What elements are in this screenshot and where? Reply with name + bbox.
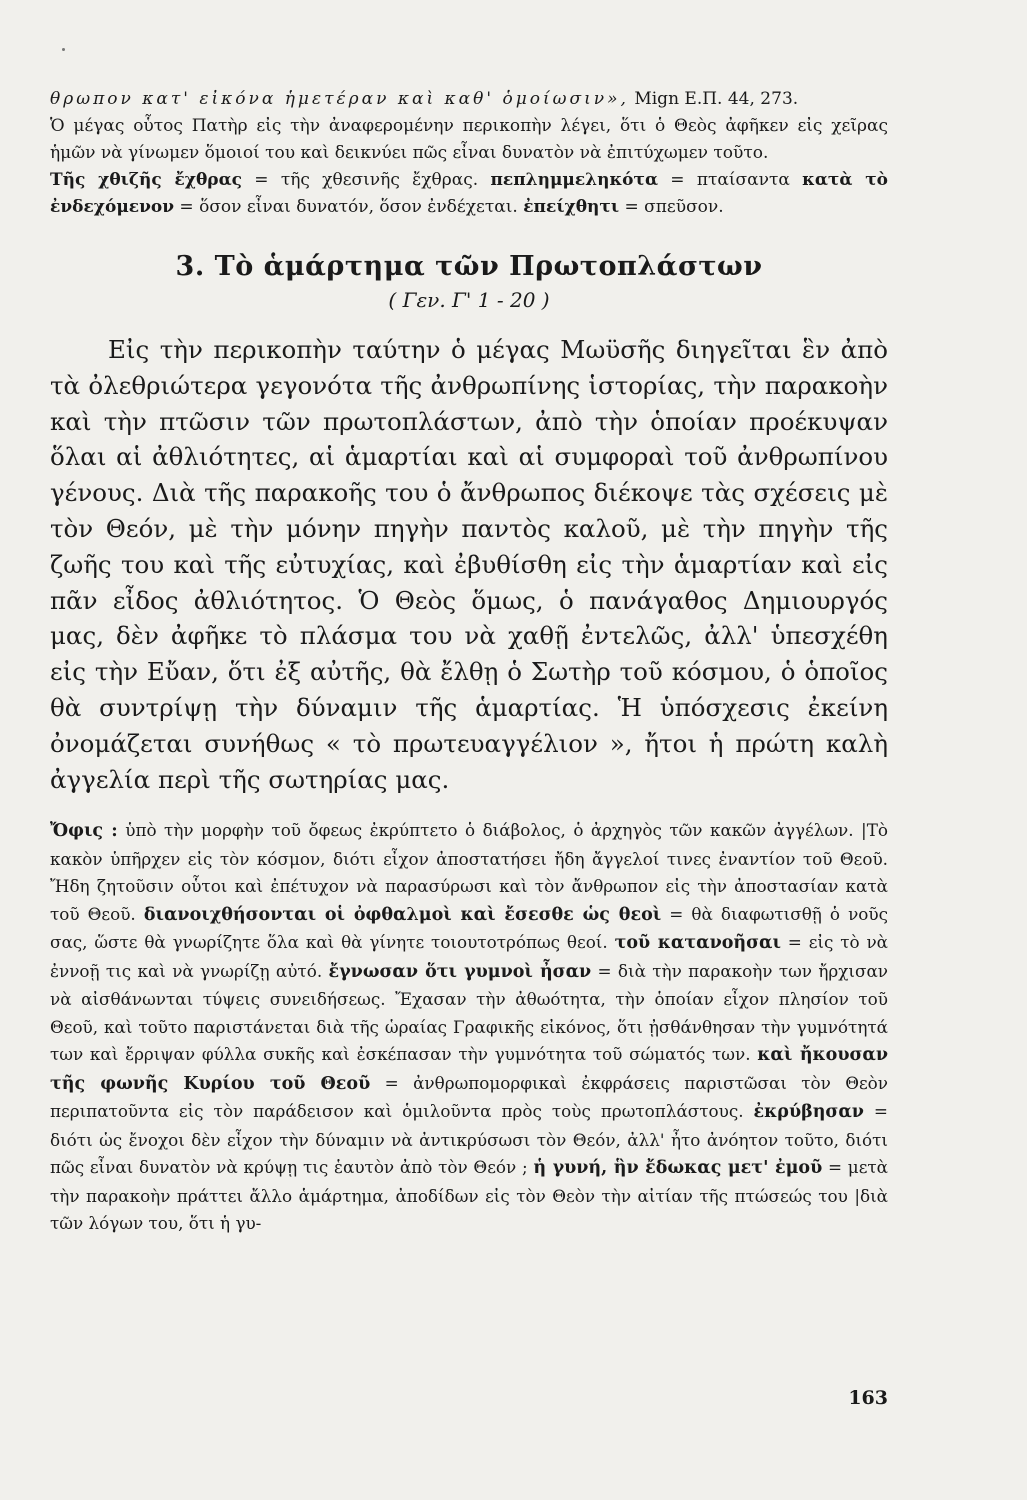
gloss-definition: = πταίσαντα (658, 170, 803, 190)
quote-italic: θρωπον κατ' εἰκόνα ἡμετέραν καὶ καθ' ὁμοίωσιν», (50, 89, 629, 109)
note-term: ἐκρύβησαν (753, 1102, 864, 1123)
gloss-definition: = ὅσον εἶναι δυνατόν, ὅσον ἐνδέχεται. (174, 197, 524, 217)
note-term: διανοιχθήσονται οἱ ὀφθαλμοὶ καὶ ἔσεσθε ὡς θεοὶ (143, 904, 662, 925)
notes-paragraph (50, 817, 888, 1238)
scripture-reference: ( Γεν. Γ' 1 - 20 ) (388, 288, 550, 312)
gloss-term: κατὰ τὸ ἐνδεχόμενον (50, 170, 889, 217)
glossary-paragraph (50, 167, 888, 221)
note-definition: = μετὰ τὴν παρακοὴν πράττει ἄλλο ἁμάρτημα, ἀποδίδων εἰς τὸν Θεὸν τὴν αἰτίαν τῆς πτώσεώς του |διὰ τῶν λόγων του, ὅτι ἡ γυ- (50, 1157, 888, 1234)
quote-continuation (50, 86, 888, 113)
gloss-definition: = τῆς χθεσινῆς ἔχθρας. (242, 170, 491, 190)
note-term: ἡ γυνή, ἣν ἔδωκας μετ' ἐμοῦ (533, 1158, 823, 1179)
gloss-definition: = σπεῦσον. (619, 197, 724, 217)
note-definition: = διότι ὡς ἔνοχοι δὲν εἶχον τὴν δύναμιν νὰ ἀντικρύσωσι τὸν Θεόν, ἀλλ' ἦτο ἀνόητον τοῦτο, διότι πῶς εἶναι δυνατὸν νὰ κρύψῃ τις ἑαυτὸν ἀπὸ τὸν Θεόν ; (50, 1101, 888, 1178)
note-term: Ὄφις : (50, 821, 118, 842)
gloss-term: πεπλημμεληκότα (490, 170, 659, 190)
note-definition: = θὰ διαφωτισθῇ ὁ νοῦς σας, ὥστε θὰ γνωρίζητε ὅλα καὶ θὰ γίνητε τοιουτοτρόπως θεοί. (50, 903, 889, 953)
note-term: καὶ ἤκουσαν τῆς φωνῆς Κυρίου τοῦ Θεοῦ (50, 1045, 889, 1094)
note-term: τοῦ κατανοῆσαι (614, 933, 781, 954)
note-definition: = ἀνθρωπομορφικαὶ ἐκφράσεις παριστῶσαι τὸν Θεὸν περιπατοῦντα εἰς τὸν παράδεισον καὶ ὁμιλοῦντα πρὸς τοὺς πρωτοπλάστους. (50, 1072, 888, 1122)
section-heading: 3. Τὸ ἁμάρτημα τῶν Πρωτοπλάστων (175, 251, 763, 282)
gloss-term: Τῆς χθιζῆς ἔχθρας (50, 170, 243, 190)
note-term: ἔγνωσαν ὅτι γυμνοὶ ἦσαν (328, 961, 592, 982)
page-number: 163 (848, 1387, 888, 1409)
note-definition: = διὰ τὴν παρακοὴν των ἤρχισαν νὰ αἰσθάνωνται τύψεις συνειδήσεως. Ἔχασαν τὴν ἀθωότητα, τὴν ὁποίαν εἶχον πλησίον τοῦ Θεοῦ, καὶ τοῦτο παριστάνεται διὰ τῆς ὡραίας Γραφικῆς εἰκόνος, ὅτι ᾐσθάνθησαν τὴν γυμνότητά των καὶ ἔρριψαν φύλλα συκῆς καὶ ἐσκέπασαν τὴν γυμνότητα τοῦ σώματός των. (50, 960, 888, 1065)
paper-speck (62, 48, 65, 51)
book-page (50, 86, 888, 1238)
main-paragraph: Εἰς τὴν περικοπὴν ταύτην ὁ μέγας Μωϋσῆς διηγεῖται ἓν ἀπὸ τὰ ὀλεθριώτερα γεγονότα τῆς ἀνθρωπίνης ἱστορίας, τὴν παρακοὴν καὶ τὴν πτῶσιν τῶν πρωτοπλάστων, ἀπὸ τὴν ὁποίαν προέκυψαν ὅλαι αἱ ἀθλιότητες, αἱ ἁμαρτίαι καὶ αἱ συμφοραὶ τοῦ ἀνθρωπίνου γένους. Διὰ τῆς παρακοῆς του ὁ ἄνθρωπος διέκοψε τὰς σχέσεις μὲ τὸν Θεόν, μὲ τὴν μόνην πηγὴν παντὸς καλοῦ, μὲ τὴν πηγὴν τῆς ζωῆς του καὶ τῆς εὐτυχίας, καὶ ἐβυθίσθη εἰς τὴν ἁμαρτίαν καὶ εἰς πᾶν εἶδος ἀθλιότητος. Ὁ Θεὸς ὅμως, ὁ πανάγαθος Δημιουργός μας, δὲν ἀφῆκε τὸ πλάσμα του νὰ χαθῇ ἐντελῶς, ἀλλ' ὑπεσχέθη εἰς τὴν Εὔαν, ὅτι ἐξ αὐτῆς, θὰ ἔλθῃ ὁ Σωτὴρ τοῦ κόσμου, ὁ ὁποῖος θὰ συντρίψῃ τὴν δύναμιν τῆς ἁμαρτίας. Ἡ ὑπόσχεσις ἐκείνη ὀνομάζεται συνήθως « τὸ πρωτευαγγέλιον », ἤτοι ἡ πρώτη καλὴ ἀγγελία περὶ τῆς σωτηρίας μας. (50, 335, 888, 794)
commentary-paragraph: Ὁ μέγας οὗτος Πατὴρ εἰς τὴν ἀναφερομένην περικοπὴν λέγει, ὅτι ὁ Θεὸς ἀφῆκεν εἰς χεῖρας ἡμῶν νὰ γίνωμεν ὅμοιοί του καὶ δεικνύει πῶς εἶναι δυνατὸν νὰ ἐπιτύχωμεν τοῦτο. (50, 116, 888, 163)
note-definition: ὑπὸ τὴν μορφὴν τοῦ ὄφεως ἐκρύπτετο ὁ διάβολος, ὁ ἀρχηγὸς τῶν κακῶν ἀγγέλων. |Τὸ κακὸν ὑπῆρχεν εἰς τὸν κόσμον, διότι εἶχον ἀποστατήσει ἤδη ἄγγελοί τινες ἐναντίον τοῦ Θεοῦ. Ἤδη ζητοῦσιν οὗτοι καὶ ἐπέτυχον νὰ παρασύρωσι καὶ τὸν ἄνθρωπον εἰς τὴν ἀποστασίαν κατὰ τοῦ Θεοῦ. (50, 820, 888, 924)
note-definition: = εἰς τὸ νὰ ἐννοῇ τις καὶ νὰ γνωρίζῃ αὐτό. (50, 932, 888, 981)
quote-reference: Mign Ε.Π. 44, 273. (628, 89, 799, 109)
gloss-term: ἐπείχθητι (523, 197, 620, 217)
